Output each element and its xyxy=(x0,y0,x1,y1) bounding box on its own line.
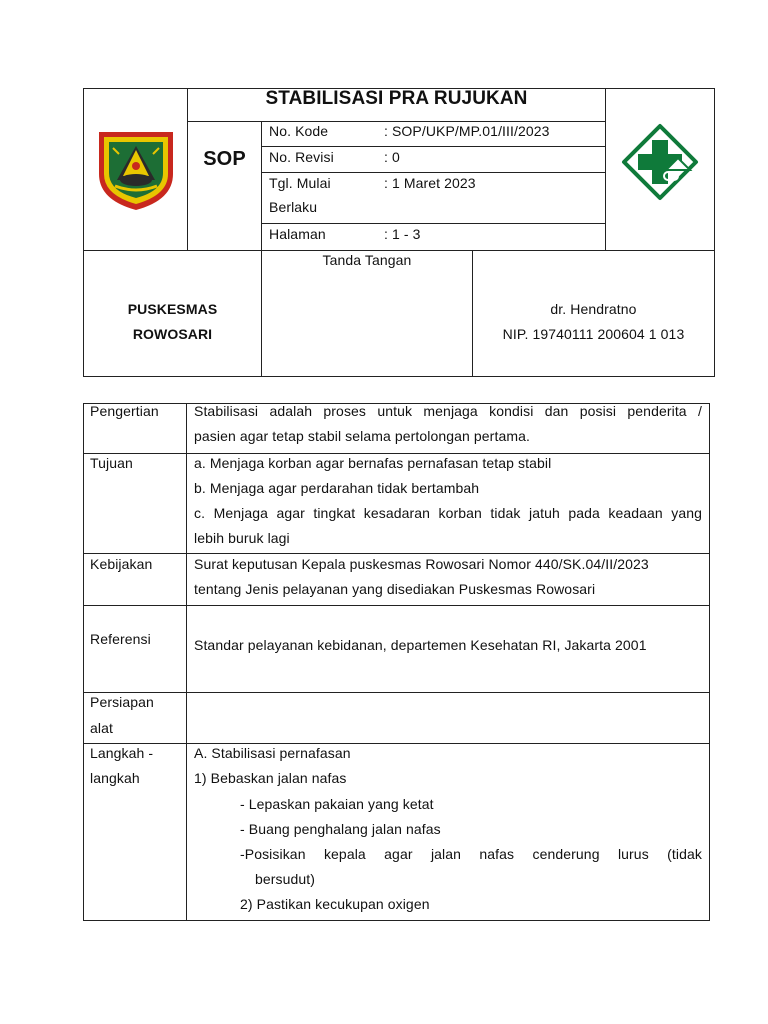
langkah-step-2: 2) Pastikan kecukupan oxigen xyxy=(240,896,430,912)
halaman-value: : 1 - 3 xyxy=(384,226,421,242)
header-sep-right-logo xyxy=(605,88,606,250)
tujuan-item-c-line1: c. Menjaga agar tingkat kesadaran korban tidak jatuh pada keadaan yang xyxy=(194,505,702,521)
langkah-label-line1: Langkah - xyxy=(90,745,154,761)
tujuan-item-a: a. Menjaga korban agar bernafas pernafasan tetap stabil xyxy=(194,455,552,471)
kebijakan-line2: tentang Jenis pelayanan yang disediakan Puskesmas Rowosari xyxy=(194,581,596,597)
kebijakan-label: Kebijakan xyxy=(90,556,153,572)
content-col-separator xyxy=(186,403,187,921)
tujuan-item-b: b. Menjaga agar perdarahan tidak bertambah xyxy=(194,480,480,496)
signer-nip: NIP. 19740111 200604 1 013 xyxy=(502,326,685,342)
pengertian-line2: pasien agar tetap stabil selama pertolongan pertama. xyxy=(194,428,530,444)
tujuan-label: Tujuan xyxy=(90,455,133,471)
content-border-right xyxy=(709,403,710,921)
info-row-line-3 xyxy=(261,223,606,224)
regional-emblem-icon xyxy=(95,128,177,212)
persiapan-label-line1: Persiapan xyxy=(90,694,154,710)
pengertian-label: Pengertian xyxy=(90,403,159,419)
no-revisi-label: No. Revisi xyxy=(269,149,334,165)
header-border-right xyxy=(714,88,715,377)
langkah-step-1c-line1: -Posisikan kepala agar jalan nafas cenderung lurus (tidak xyxy=(240,846,702,862)
tgl-mulai-label: Tgl. Mulai xyxy=(269,175,331,191)
page-title: STABILISASI PRA RUJUKAN xyxy=(265,88,528,109)
org-name-line2: ROWOSARI xyxy=(132,326,213,342)
langkah-section-a: A. Stabilisasi pernafasan xyxy=(194,745,351,761)
pengertian-line1: Stabilisasi adalah proses untuk menjaga kondisi dan posisi penderita / xyxy=(194,403,702,419)
content-border-bottom xyxy=(83,920,710,921)
referensi-label: Referensi xyxy=(90,631,151,647)
info-row-line-1 xyxy=(261,146,606,147)
header-sep-sop xyxy=(261,121,262,377)
org-name-line1: PUSKESMAS xyxy=(127,301,218,317)
persiapan-label-line2: alat xyxy=(90,720,113,736)
sop-label: SOP xyxy=(203,148,246,170)
row-sep-2 xyxy=(83,553,710,554)
puskesmas-logo-icon xyxy=(612,118,708,212)
langkah-step-1c-line2: bersudut) xyxy=(255,871,316,887)
langkah-label-line2: langkah xyxy=(90,770,140,786)
tgl-berlaku-label: Berlaku xyxy=(269,199,318,215)
langkah-step-1b: - Buang penghalang jalan nafas xyxy=(240,821,441,837)
halaman-label: Halaman xyxy=(269,226,326,242)
tujuan-item-c-line2: lebih buruk lagi xyxy=(194,530,290,546)
referensi-text: Standar pelayanan kebidanan, departemen Kesehatan RI, Jakarta 2001 xyxy=(194,637,647,653)
signature-label: Tanda Tangan xyxy=(322,252,412,268)
row-sep-5 xyxy=(83,743,710,744)
info-row-line-2 xyxy=(261,172,606,173)
langkah-step-1a: - Lepaskan pakaian yang ketat xyxy=(240,796,434,812)
row-sep-4 xyxy=(83,692,710,693)
row-sep-3 xyxy=(83,605,710,606)
no-revisi-value: : 0 xyxy=(384,149,400,165)
header-border-bottom xyxy=(83,376,715,377)
no-kode-value: : SOP/UKP/MP.01/III/2023 xyxy=(384,123,550,139)
kebijakan-line1: Surat keputusan Kepala puskesmas Rowosari Nomor 440/SK.04/II/2023 xyxy=(194,556,649,572)
no-kode-label: No. Kode xyxy=(269,123,329,139)
tgl-mulai-value: : 1 Maret 2023 xyxy=(384,175,476,191)
langkah-step-1: 1) Bebaskan jalan nafas xyxy=(194,770,347,786)
content-border-left xyxy=(83,403,84,921)
signer-name: dr. Hendratno xyxy=(550,301,637,317)
